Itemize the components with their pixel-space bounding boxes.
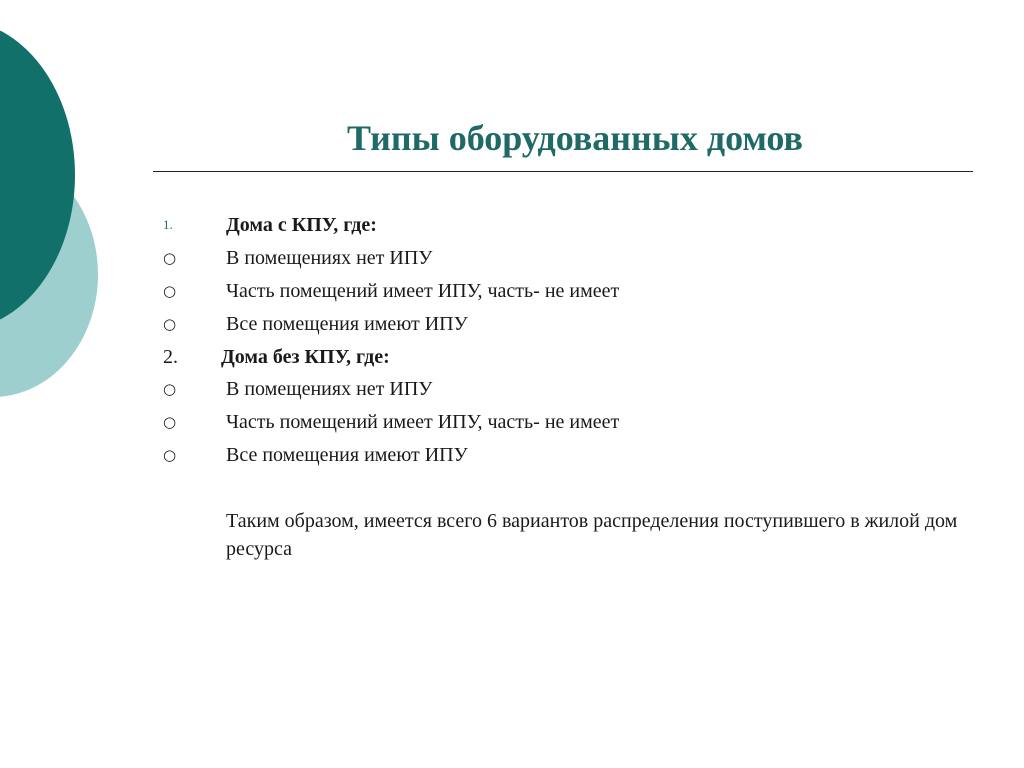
list-item-text: Все помещения имеют ИПУ bbox=[226, 444, 468, 466]
section-heading: Дома с КПУ, где: bbox=[226, 214, 377, 236]
slide-title: Типы оборудованных домов bbox=[347, 118, 803, 158]
list-number: 1. bbox=[163, 217, 173, 232]
bullet-circle-icon: ○ bbox=[163, 249, 177, 267]
list-number: 2. bbox=[163, 346, 178, 368]
bullet-circle-icon: ○ bbox=[163, 380, 177, 398]
list-item-text: Часть помещений имеет ИПУ, часть- не имеет bbox=[226, 280, 620, 302]
title-divider bbox=[153, 171, 973, 172]
bullet-circle-icon: ○ bbox=[163, 315, 177, 333]
bullet-circle-icon: ○ bbox=[163, 413, 177, 431]
list-item-text: В помещениях нет ИПУ bbox=[226, 247, 433, 269]
bullet-circle-icon: ○ bbox=[163, 282, 177, 300]
summary-text: Таким образом, имеется всего 6 вариантов распределения поступившего в жилой дом ресурса bbox=[226, 510, 958, 560]
section-heading: Дома без КПУ, где: bbox=[221, 346, 390, 368]
list-item-text: Часть помещений имеет ИПУ, часть- не имеет bbox=[226, 411, 620, 433]
list-item-text: В помещениях нет ИПУ bbox=[226, 378, 433, 400]
list-item-text: Все помещения имеют ИПУ bbox=[226, 313, 468, 335]
bullet-circle-icon: ○ bbox=[163, 446, 177, 464]
